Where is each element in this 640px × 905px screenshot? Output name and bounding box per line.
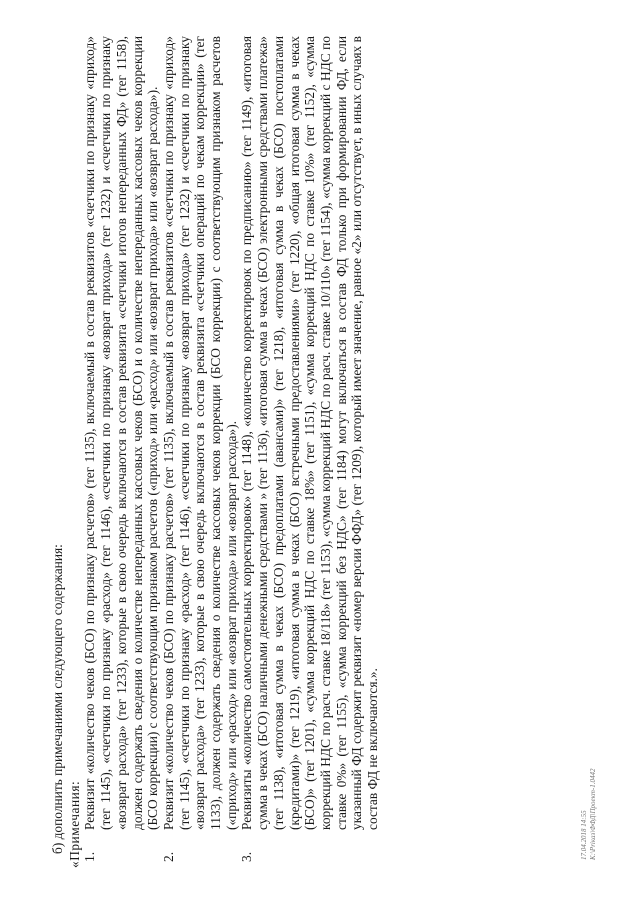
note-number: 2. — [160, 851, 176, 862]
stamp-path: К:\Priказ\ФФД\Проект-1.0442 — [589, 768, 597, 860]
note-item-3 — [239, 36, 380, 868]
note-item-2 — [161, 36, 240, 868]
notes-heading: «Примечания: — [66, 780, 82, 868]
file-stamp — [580, 660, 598, 860]
note-text: Реквизит «количество чеков (БСО) по признаку расчетов» (тег 1135), включаемый в состав реквизитов «счетчики по признаку «приход» (тег 1145), «счетчики по признаку «расход» (тег 1146), «счетчики по признаку «возврат прихода» (тег 1232) и «счетчики по признаку «возврат расхода» (тег 1233), которые в свою очередь включаются в состав реквизита «счетчики итогов непереданных ФД» (тег 1158), должен содержать сведения о количестве непереданных кассовых чеков (БСО) и о количестве непереданных кассовых чеков коррекции (БСО коррекции) с соответствующим признаком расчетов («приход» или «расход» или «возврат прихода» или «возврат расхода»). — [82, 36, 161, 830]
note-item-1 — [82, 36, 161, 868]
note-number: 3. — [239, 851, 255, 862]
stamp-date: 17.04.2018 14:55 — [580, 810, 588, 860]
note-text: Реквизит «количество чеков (БСО) по признаку расчетов» (тег 1135), включаемый в состав реквизитов «счетчики по признаку «приход» (тег 1145), «счетчики по признаку «расход» (тег 1146), «счетчики по признаку «возврат прихода» (тег 1232) и «счетчики по признаку «возврат расхода» (тег 1233), которые в свою очередь включаются в состав реквизита «счетчики операций по чекам коррекции» (тег 1133), должен содержать сведения о количестве кассовых чеков коррекции (БСО коррекции) с соответствующим признаком расчетов («приход» или «расход» или «возврат прихода» или «возврат расхода»). — [160, 36, 239, 830]
intro-line: б) дополнить примечаниями следующего содержания: — [50, 544, 65, 854]
note-text: Реквизиты «количество самостоятельных корректировок» (тег 1148), «количество корректировок по предписанию» (тег 1149), «итоговая сумма в чеках (БСО) наличными денежными средствами » (тег 1136), «итоговая сумма в чеках (БСО) электронными средствами платежа» (тег 1138), «итоговая сумма в чеках (БСО) предоплатами (авансами)» (тег 1218), «итоговая сумма в чеках (БСО) постоплатами (кредитами)» (тег 1219), «итоговая сумма в чеках (БСО) встречными предоставлениями» (тег 1220), «общая итоговая сумма в чеках (БСО)» (тег 1201), «сумма коррекций НДС по ставке 18%» (тег 1151), «сумма коррекций НДС по ставке 10%» (тег 1152), «сумма коррекций НДС по расч. ставке 18/118» (тег 1153), «сумма коррекций НДС по расч. ставке 10/110» (тег 1154), «сумма коррекций с НДС по ставке 0%» (тег 1155), «сумма коррекций без НДС» (тег 1184) могут включаться в состав ФД только при формировании ФД, если указанный ФД содержит реквизит «номер версии ФФД» (тег 1209), который имеет значение, равное «2» или отсутствует, в иных случаях в состав ФД не включаются.». — [239, 36, 381, 830]
document-page — [50, 36, 520, 868]
note-number: 1. — [82, 851, 98, 862]
